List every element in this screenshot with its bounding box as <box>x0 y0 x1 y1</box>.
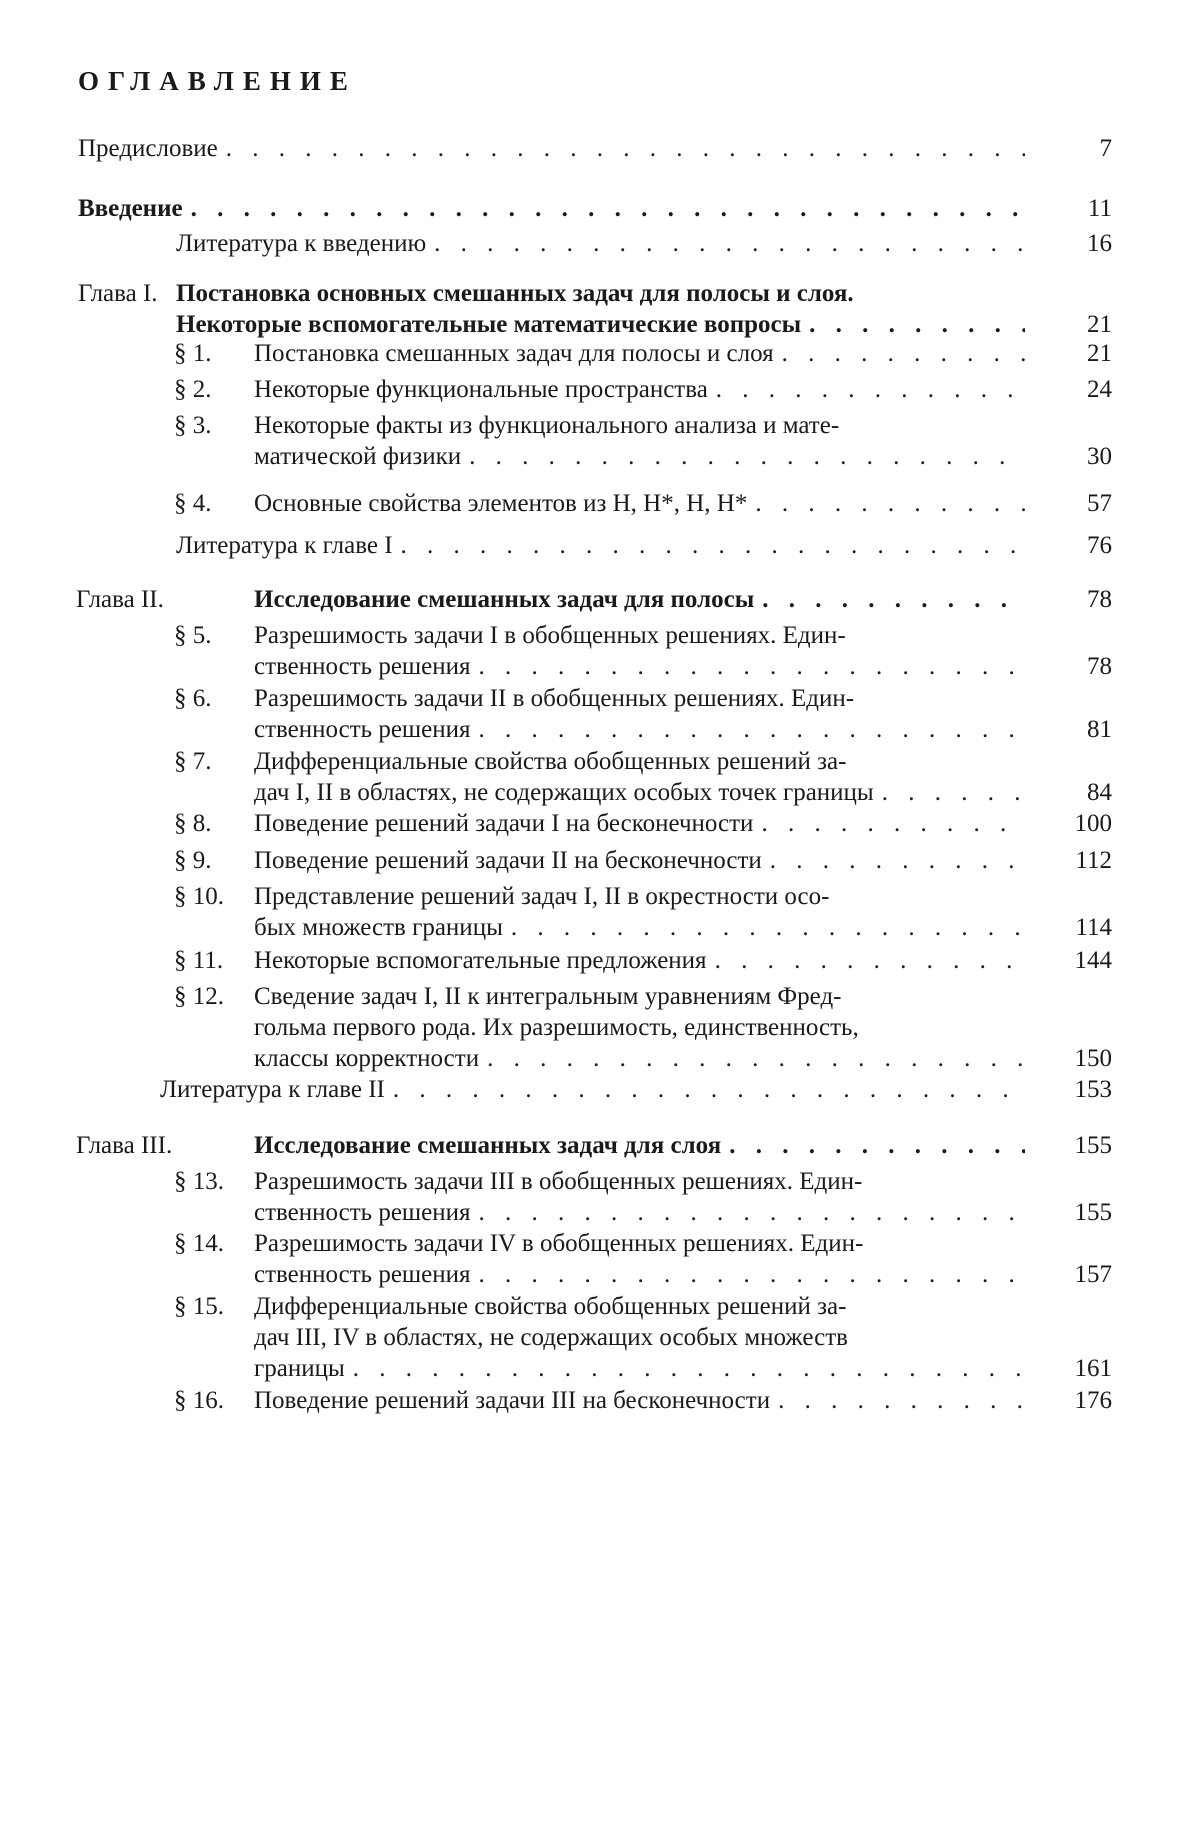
toc-page-number: 112 <box>1075 847 1112 874</box>
dot-leader <box>511 912 1025 944</box>
toc-entry-title-text: Некоторые вспомогательные математические вопросы <box>176 311 802 338</box>
toc-page-number: 21 <box>1087 340 1112 367</box>
toc-entry-title-line <box>254 912 1025 944</box>
toc-entry-title-text: Основные свойства элементов из H, H*, H, H* <box>254 490 748 517</box>
toc-page-number: 7 <box>1099 135 1112 162</box>
toc-entry-number: § 1. <box>174 340 212 367</box>
toc-entry-title-text: Предисловие <box>78 135 218 162</box>
dot-leader <box>761 808 1025 840</box>
toc-entry-title-text: ственность решения <box>254 653 471 680</box>
toc-entry-title-line <box>176 228 1025 260</box>
toc-entry-title-text: границы <box>254 1355 345 1382</box>
toc-page-number: 76 <box>1087 532 1112 559</box>
toc-entry-number: § 6. <box>174 685 212 712</box>
toc-entry-title-text: Литература к главе II <box>160 1076 385 1103</box>
toc-page-number: 16 <box>1087 230 1112 257</box>
toc-entry-number: § 11. <box>174 947 224 974</box>
toc-entry-title-line: Разрешимость задачи II в обобщенных решениях. Един- <box>254 685 855 712</box>
dot-leader <box>226 133 1025 165</box>
toc-page-number: 21 <box>1087 311 1112 338</box>
toc-page-number: 155 <box>1074 1199 1112 1226</box>
dot-leader <box>778 1385 1025 1417</box>
toc-page-number: 57 <box>1087 490 1112 517</box>
toc-entry-title-text: Некоторые вспомогательные предложения <box>254 947 707 974</box>
toc-entry-title-line: Постановка основных смешанных задач для полосы и слоя. <box>176 280 854 307</box>
toc-page-number: 84 <box>1087 779 1112 806</box>
toc-entry-title-text: Постановка смешанных задач для полосы и слоя <box>254 340 774 367</box>
toc-entry-title-text: матической физики <box>254 443 462 470</box>
toc-entry-number: § 5. <box>174 622 212 649</box>
dot-leader <box>729 1130 1025 1162</box>
toc-entry-title-line: Некоторые факты из функционального анализа и мате- <box>254 412 840 439</box>
toc-entry-title-line: Сведение задач I, II к интегральным уравнениям Фред- <box>254 983 842 1010</box>
toc-entry-title-line <box>254 1043 1025 1075</box>
toc-entry-title-line <box>254 1385 1025 1417</box>
toc-entry-title-line <box>176 309 1025 341</box>
dot-leader <box>882 777 1025 809</box>
toc-entry-number: Глава I. <box>78 280 158 307</box>
toc-entry-number: § 7. <box>174 748 212 775</box>
page-title: ОГЛАВЛЕНИЕ <box>78 66 357 96</box>
dot-leader <box>434 228 1025 260</box>
dot-leader <box>479 651 1025 683</box>
toc-page-number: 100 <box>1074 810 1112 837</box>
toc-page-number: 78 <box>1087 586 1112 613</box>
toc-entry-title-line <box>78 133 1025 165</box>
toc-entry-title-line <box>254 651 1025 683</box>
toc-entry-title-text: Введение <box>78 195 183 222</box>
toc-entry-title-line <box>254 1259 1025 1291</box>
toc-entry-number: § 4. <box>174 490 212 517</box>
toc-entry-title-line: Представление решений задач I, II в окрестности осо- <box>254 883 830 910</box>
toc-entry-title-text: Исследование смешанных задач для слоя <box>254 1132 722 1159</box>
dot-leader <box>479 1197 1025 1229</box>
dot-leader <box>755 488 1025 520</box>
toc-page-number: 30 <box>1087 443 1112 470</box>
toc-page-number: 161 <box>1074 1355 1112 1382</box>
toc-entry-title-line <box>254 584 1025 616</box>
dot-leader <box>401 530 1025 562</box>
toc-entry-title-text: бых множеств границы <box>254 914 503 941</box>
toc-entry-title-line: Дифференциальные свойства обобщенных решений за- <box>254 748 847 775</box>
dot-leader <box>469 441 1025 473</box>
toc-page-number: 153 <box>1074 1076 1112 1103</box>
dot-leader <box>762 584 1025 616</box>
toc-page-number: 114 <box>1075 914 1112 941</box>
toc-entry-title-text: Некоторые функциональные пространства <box>254 376 708 403</box>
toc-entry-number: Глава III. <box>76 1132 173 1159</box>
dot-leader <box>479 714 1025 746</box>
toc-entry-title-text: Исследование смешанных задач для полосы <box>254 586 755 613</box>
toc-page-number: 150 <box>1074 1045 1112 1072</box>
toc-entry-title-line <box>254 374 1025 406</box>
toc-entry-title-line <box>254 338 1025 370</box>
toc-entry-title-text: ственность решения <box>254 716 471 743</box>
toc-entry-number: Глава II. <box>76 586 164 613</box>
toc-page-number: 144 <box>1074 947 1112 974</box>
toc-entry-title-line <box>254 1197 1025 1229</box>
toc-entry-number: § 16. <box>174 1387 224 1414</box>
toc-entry-number: § 8. <box>174 810 212 837</box>
toc-entry-number: § 9. <box>174 847 212 874</box>
toc-entry-title-line <box>254 441 1025 473</box>
toc-entry-title-text: ственность решения <box>254 1199 471 1226</box>
toc-entry-title-line <box>254 845 1025 877</box>
toc-entry-number: § 14. <box>174 1230 224 1257</box>
dot-leader <box>487 1043 1025 1075</box>
toc-entry-title-line <box>160 1074 1025 1106</box>
toc-entry-title-text: дач I, II в областях, не содержащих особых точек границы <box>254 779 874 806</box>
toc-entry-title-line <box>176 530 1025 562</box>
toc-page-number: 176 <box>1074 1387 1112 1414</box>
toc-page-number: 81 <box>1087 716 1112 743</box>
toc-entry-title-line <box>254 808 1025 840</box>
dot-leader <box>393 1074 1025 1106</box>
toc-entry-number: § 2. <box>174 376 212 403</box>
toc-entry-number: § 3. <box>174 412 212 439</box>
toc-entry-title-line <box>254 1353 1025 1385</box>
toc-entry-title-text: Поведение решений задачи II на бесконечности <box>254 847 762 874</box>
toc-entry-title-text: Литература к главе I <box>176 532 393 559</box>
toc-entry-title-line: Разрешимость задачи I в обобщенных решениях. Един- <box>254 622 846 649</box>
toc-entry-number: § 12. <box>174 983 224 1010</box>
toc-entry-title-line: Разрешимость задачи IV в обобщенных решениях. Един- <box>254 1230 864 1257</box>
toc-page-number: 155 <box>1074 1132 1112 1159</box>
dot-leader <box>782 338 1025 370</box>
toc-entry-number: § 15. <box>174 1293 224 1320</box>
toc-page-number: 24 <box>1087 376 1112 403</box>
toc-entry-title-line: Дифференциальные свойства обобщенных решений за- <box>254 1293 847 1320</box>
toc-entry-title-text: ственность решения <box>254 1261 471 1288</box>
toc-entry-title-line: гольма первого рода. Их разрешимость, единственность, <box>254 1014 859 1041</box>
toc-page-number: 78 <box>1087 653 1112 680</box>
dot-leader <box>809 309 1025 341</box>
toc-entry-title-line <box>254 945 1025 977</box>
toc-entry-title-text: Поведение решений задачи III на бесконечности <box>254 1387 771 1414</box>
toc-entry-title-line: дач III, IV в областях, не содержащих особых множеств <box>254 1324 848 1351</box>
toc-entry-title-text: Поведение решений задачи I на бесконечности <box>254 810 754 837</box>
toc-entry-title-line <box>254 777 1025 809</box>
dot-leader <box>191 193 1025 225</box>
dot-leader <box>715 945 1025 977</box>
toc-entry-title-line <box>254 1130 1025 1162</box>
dot-leader <box>770 845 1025 877</box>
dot-leader <box>353 1353 1025 1385</box>
toc-entry-number: § 13. <box>174 1168 224 1195</box>
toc-page-number: 157 <box>1074 1261 1112 1288</box>
toc-page-number: 11 <box>1087 195 1112 222</box>
toc-entry-title-text: классы корректности <box>254 1045 480 1072</box>
toc-entry-title-line <box>78 193 1025 225</box>
toc-entry-number: § 10. <box>174 883 224 910</box>
toc-entry-title-line: Разрешимость задачи III в обобщенных решениях. Един- <box>254 1168 863 1195</box>
toc-entry-title-line <box>254 488 1025 520</box>
toc-entry-title-line <box>254 714 1025 746</box>
dot-leader <box>479 1259 1025 1291</box>
dot-leader <box>716 374 1025 406</box>
toc-entry-title-text: Литература к введению <box>176 230 427 257</box>
